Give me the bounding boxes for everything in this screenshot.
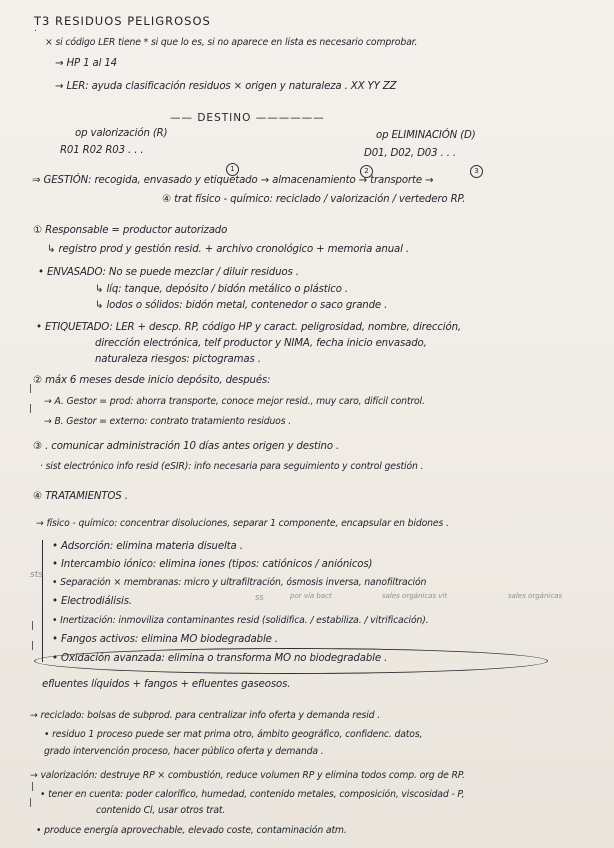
intro-line-3: → LER: ayuda clasificación residuos × origen y naturaleza . XX YY ZZ [55, 81, 397, 92]
bracket-label: sts [30, 570, 43, 580]
valorizacion-label: op valorización (R) [75, 128, 168, 139]
intro-line-1: × si código LER tiene * si que lo es, si no aparece en lista es necesario comprobar. [45, 37, 418, 48]
effluents-line: efluentes líquidos + fangos + efluentes gaseosos. [42, 679, 291, 690]
envasado-solidos: ↳ lodos o sólidos: bidón metal, contenedor o saco grande . [95, 300, 388, 311]
faint-note-ss: SS [255, 594, 264, 602]
valorizacion-line-4: • produce energía aprovechable, elevado coste, contaminación atm. [36, 825, 347, 836]
envasado-heading: • ENVASADO: No se puede mezclar / diluir residuos . [38, 267, 299, 278]
faint-note-organicas: sales orgánicas [508, 592, 563, 600]
treatment-adsorcion: • Adsorción: elimina materia disuelta . [52, 541, 243, 552]
gestion-line-1: ⇒ GESTIÓN: recogida, envasado y etiquetado → almacenamiento → transporte → [32, 175, 434, 186]
treatments-bracket [42, 540, 43, 662]
intro-line-2: → HP 1 al 14 [55, 58, 118, 69]
oxidacion-highlight-oval [34, 648, 548, 674]
valorizacion-line-2: • tener en cuenta: poder calorífico, humedad, contenido metales, composición, viscosidad - P, [40, 789, 465, 800]
fisico-quimico-line: → físico - químico: concentrar disoluciones, separar 1 componente, encapsular en bidones . [36, 518, 449, 529]
valorizacion-line-3: contenido Cl, usar otros trat. [96, 805, 226, 816]
transporte-heading: ③ . comunicar administración 10 días antes origen y destino . [33, 441, 340, 452]
responsable-detail: ↳ registro prod y gestión resid. + archivo cronológico + memoria anual . [47, 244, 409, 255]
envasado-liquidos: ↳ líq: tanque, depósito / bidón metálico o plástico . [95, 284, 349, 295]
treatment-intercambio: • Intercambio iónico: elimina iones (tipos: catiónicos / aniónicos) [52, 559, 373, 570]
reciclado-line-3: grado intervención proceso, hacer público oferta y demanda . [44, 746, 324, 757]
valorizacion-codes: R01 R02 R03 . . . [60, 145, 144, 156]
gestor-a: → A. Gestor = prod: ahorra transporte, conoce mejor resid., muy caro, difícil control. [44, 396, 425, 407]
treatment-oxidacion: • Oxidación avanzada: elimina o transforma MO no biodegradable . [52, 653, 388, 664]
treatment-membranas: • Separación × membranas: micro y ultrafiltración, ósmosis inversa, nanofiltración [52, 577, 427, 588]
page-title: T3 RESIDUOS PELIGROSOS [34, 14, 211, 28]
destino-heading: —— DESTINO —————— [170, 112, 325, 124]
faint-note-vit: sales orgánicas vit [382, 592, 448, 600]
step-1-circle: 1 [226, 163, 239, 176]
treatment-fangos: • Fangos activos: elimina MO biodegradable . [52, 634, 278, 645]
step-2-circle: 2 [360, 165, 373, 178]
etiquetado-line-3: naturaleza riesgos: pictogramas . [95, 354, 261, 365]
gestion-line-2: ④ trat físico - químico: reciclado / valorización / vertedero RP. [162, 194, 466, 205]
gestor-b: → B. Gestor = externo: contrato tratamiento residuos . [44, 416, 292, 427]
etiquetado-heading: • ETIQUETADO: LER + descp. RP, código HP y caract. peligrosidad, nombre, dirección, [36, 322, 461, 333]
valorizacion-line-1: → valorización: destruye RP × combustión, reduce volumen RP y elimina todos comp. org de RP. [30, 770, 465, 781]
responsable-heading: ① Responsable = productor autorizado [33, 225, 228, 236]
destino-label: DESTINO [197, 112, 252, 124]
eliminacion-codes: D01, D02, D03 . . . [364, 148, 456, 159]
tratamientos-heading: ④ TRATAMIENTOS . [33, 491, 128, 502]
esir-line: · sist electrónico info resid (eSIR): info necesaria para seguimiento y control gestión . [40, 461, 424, 472]
margin-mark [32, 782, 33, 791]
treatment-inertizacion: • Inertización: inmoviliza contaminantes resid (solidifica. / estabiliza. / vitrificación). [52, 615, 429, 626]
reciclado-line-1: → reciclado: bolsas de subprod. para centralizar info oferta y demanda resid . [30, 710, 381, 721]
etiquetado-line-2: dirección electrónica, telf productor y NIMA, fecha inicio envasado, [95, 338, 427, 349]
margin-mark [30, 404, 31, 413]
reciclado-line-2: • residuo 1 proceso puede ser mat prima otro, ámbito geográfico, confidenc. datos, [44, 729, 423, 740]
margin-mark [32, 641, 33, 650]
step-3-circle: 3 [470, 165, 483, 178]
faint-note-bact: por vía bact [290, 592, 332, 600]
almacenamiento-heading: ② máx 6 meses desde inicio depósito, después: [33, 375, 271, 386]
treatment-electrodialisis: • Electrodiálisis. [52, 596, 132, 607]
eliminacion-label: op ELIMINACIÓN (D) [376, 130, 476, 141]
margin-mark [30, 384, 31, 393]
margin-mark [32, 621, 33, 630]
margin-mark [30, 798, 31, 807]
